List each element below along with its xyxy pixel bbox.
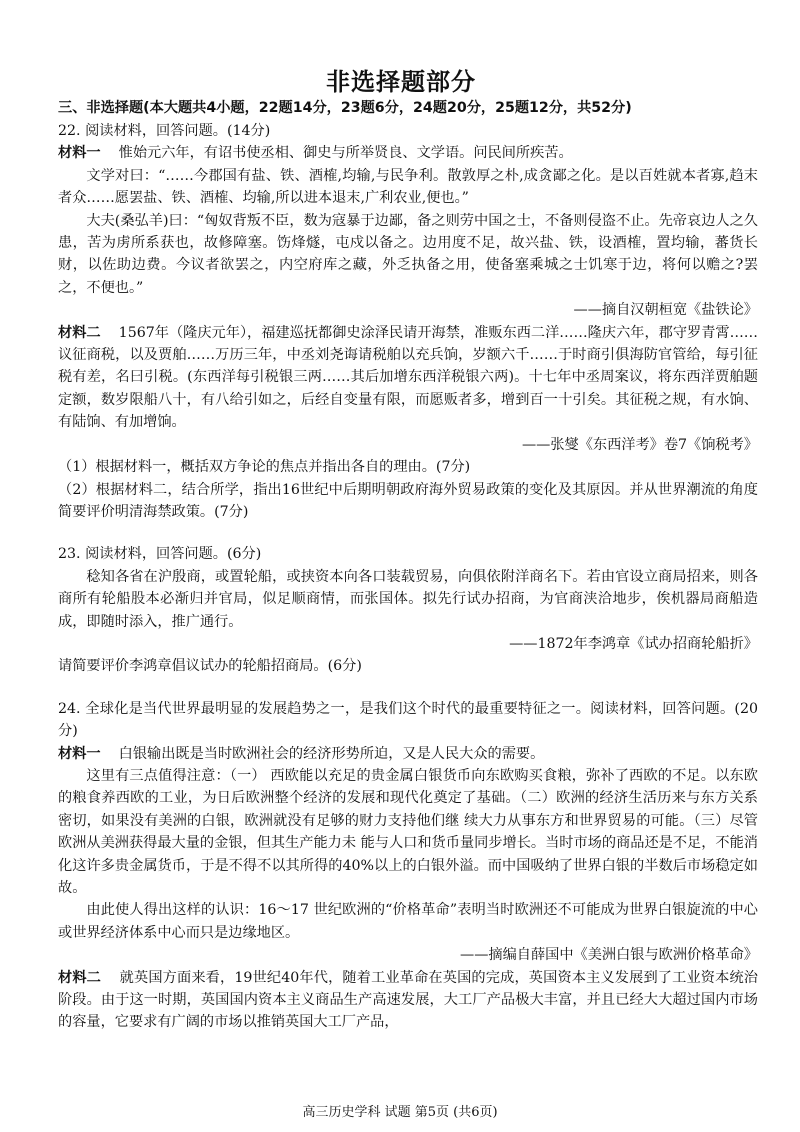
q22-material-1 (58, 142, 758, 164)
q22-m1-paragraph: 文学对曰：“……今郡国有盐、铁、酒榷,均输,与民争利。散敦厚之朴,成贪鄙之化。是以百姓就本者寡,趋末者众……愿罢盐、铁、酒榷、均输,所以进本退末,广利农业,便也。” (58, 167, 758, 207)
q23-source: ——1872年李鸿章《试办招商轮船折》 (509, 635, 758, 652)
q24-stem: 24. 全球化是当代世界最明显的发展趋势之一，是我们这个时代的最重要特征之一。阅读材料，回答问题。(20分) (58, 700, 758, 740)
q24-m1-label: 材料一 (58, 745, 101, 762)
q24-m1-paragraph: 这里有三点值得注意：（一） 西欧能以充足的贵金属白银货币向东欧购买食粮，弥补了西欧的不足。以东欧的粮食养西欧的工业，为日后欧洲整个经济的发展和现代化奠定了基础。（二）欧洲的经济生活历来与东方关系密切，如果没有美洲的白银，欧洲就没有足够的财力支持他们继 续大力从事东方和世界贸易的可能。（三）尽管欧洲从美洲获得最大量的金银，但其生产能力未 能与人口和货币量同步增长。当时市场的商品还是不足，不能消化这许多贵金属货币，于是不得不以其所得的40%以上的白银外溢。而中国吸纳了世界白银的半数后市场稳定如故。 (58, 767, 758, 896)
q22-m1-source: ——摘自汉朝桓宽《盐铁论》 (573, 302, 758, 319)
page-title: 非选择题部分 (326, 68, 476, 96)
page-footer: 高三历史学科 试题 第5页 (共6页) (302, 1105, 498, 1120)
q22-stem: 22. 阅读材料，回答问题。(14分) (58, 123, 271, 139)
exam-body (58, 120, 758, 1034)
q22-m2-label: 材料二 (58, 324, 101, 341)
q22-m2-source: ——张燮《东西洋考》卷7《饷税考》 (521, 436, 758, 453)
q22-sub-question-1: （1）根据材料一，概括双方争论的焦点并指出各自的理由。(7分) (58, 459, 471, 476)
section-heading: 三、非选择题(本大题共4小题，22题14分，23题6分，24题20分，25题12分，共52分) (58, 100, 632, 116)
q24-m1-paragraph: 由此使人得出这样的认识：16～17 世纪欧洲的“价格革命”表明当时欧洲还不可能成为世界白银旋流的中心或世界经济体系中心而只是边缘地区。 (58, 902, 758, 941)
q22-m1-paragraph: 大夫(桑弘羊)曰：“匈奴背叛不臣，数为寇暴于边鄙，备之则劳中国之士，不备则侵盗不止。先帝哀边人之久患，苦为虏所系获也，故修障塞。饬烽燧，屯戍以备之。边用度不足，故兴盐、铁，设酒榷，置均输，蕃货长财，以佐助边费。今议者欲罢之，内空府库之藏，外乏执备之用，使备塞乘城之士饥寒于边，将何以赡之?罢之，不便也。” (58, 212, 758, 296)
q24-m1-source: ——摘编自薛国中《美洲白银与欧洲价格革命》 (460, 947, 758, 964)
q22-sub-question-2: （2）根据材料二，结合所学，指出16世纪中后期明朝政府海外贸易政策的变化及其原因。并从世界潮流的角度简要评价明清海禁政策。(7分) (58, 481, 758, 520)
q22-m1-label: 材料一 (58, 145, 101, 162)
q23-material: 稔知各省在沪殷商，或置轮船，或挟资本向各口装载贸易，向俱依附洋商名下。若由官设立商局招来，则各商所有轮船股本必渐归并官局，似足顺商情，而张国体。拟先行试办招商，为官商浃洽地步，俟机器局商船造成，即随时添入，推广通行。 (58, 568, 758, 630)
q24-material-2 (58, 967, 758, 1034)
q24-m1-intro: 白银输出既是当时欧洲社会的经济形势所迫，又是人民大众的需要。 (118, 745, 545, 762)
q23-question: 请简要评价李鸿章倡议试办的轮船招商局。(6分) (58, 658, 362, 675)
q24-material-1 (58, 743, 758, 765)
q24-m2-label: 材料二 (58, 969, 102, 986)
q22-m1-intro: 惟始元六年，有诏书使丞相、御史与所举贤良、文学语。问民间所疾苦。 (118, 145, 573, 162)
q22-material-2 (58, 322, 758, 434)
q22-m2-text: 1567年（隆庆元年），福建巡抚都御史涂泽民请开海禁，准贩东西二洋……隆庆六年，郡守罗青霄……议征商税，以及贾舶……万历三年，中丞刘尧诲请税舶以充兵饷，岁额六千……于时商引俱海防官管给，每引征税有差，名曰引税。(东西洋每引税银三两……其后加增东西洋税银六两)。十七年中丞周案议，将东西洋贾舶题定额，数岁限船八十，有八给引如之，后经自变量有限，而愿贩者多，增到百一十引矣。其征税之规，有水饷、有陆饷、有加增饷。 (58, 324, 758, 431)
q23-stem: 23. 阅读材料，回答问题。(6分) (58, 546, 262, 563)
q24-m2-text: 就英国方面来看，19世纪40年代，随着工业革命在英国的完成，英国资本主义发展到了工业资本统治阶段。由于这一时期，英国国内资本主义商品生产高速发展，大工厂产品极大丰富，并且已经大大超过国内市场的容量，它要求有广阔的市场以推销英国大工厂产品， (58, 969, 758, 1031)
